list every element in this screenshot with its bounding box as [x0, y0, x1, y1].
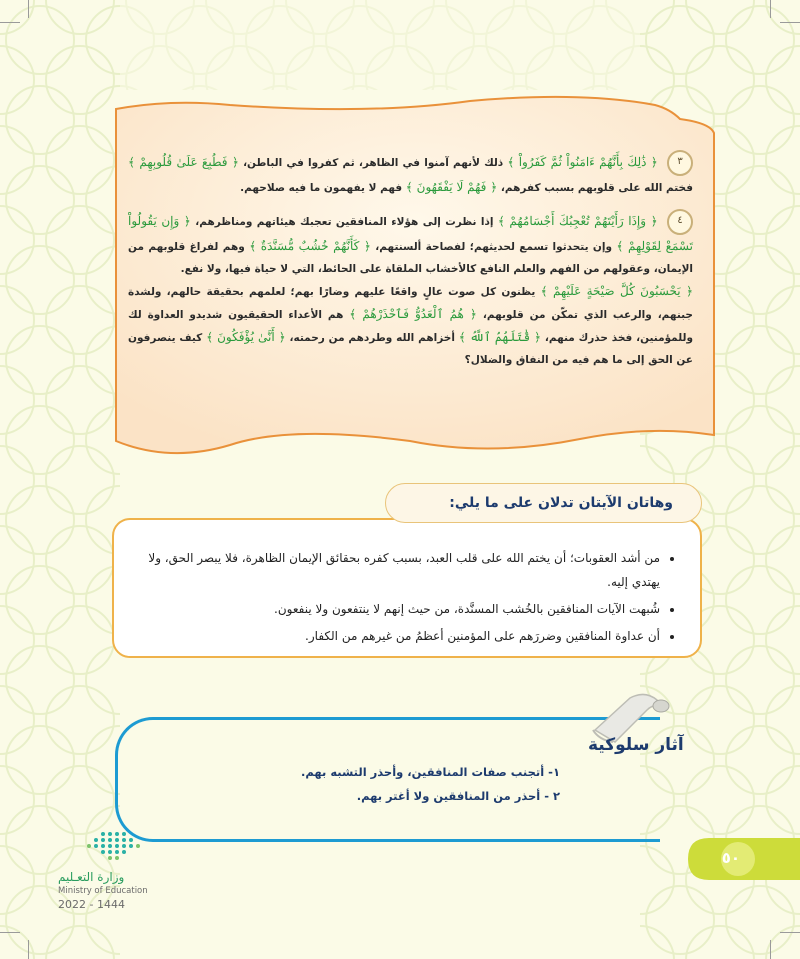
explanation-text: وهم لفراغ قلوبهم من الإيمان، وعقولهم من الفهم والعلم النافع كالأخشاب الملقاة على الحائط، التي لا حياة فيها، ولا نفع.: [128, 241, 693, 275]
quran-text: ﴿ ذَٰلِكَ بِأَنَّهُمْ ءَامَنُواْ ثُمَّ كَفَرُواْ ﴾: [507, 155, 658, 169]
lessons-list: [134, 546, 674, 648]
explanation-text: إذا نظرت إلى هؤلاء المنافقين تعجبك هيئاتهم ومناظرهم،: [190, 216, 498, 228]
explanation-text: فختم الله على قلوبهم بسبب كفرهم،: [497, 182, 693, 194]
explanation-text: ذلك لأنهم آمنوا في الظاهر، ثم كفروا في الباطن،: [238, 157, 508, 169]
page-number-tab: [688, 838, 800, 880]
quran-text: ﴿ هُمُ ٱلْعَدُوُّ فَٱحْذَرْهُمْ ﴾: [349, 307, 477, 321]
quran-text: ﴿ أَنَّىٰ يُؤْفَكُونَ ﴾: [206, 330, 286, 344]
quran-text: ﴿ فَهُمْ لَا يَفْقَهُونَ ﴾: [405, 180, 498, 194]
explanation-text: وإن يتحدثوا تسمع لحديثهم؛ لفصاحة ألسنتهم،: [370, 241, 617, 253]
ministry-year: 2022 - 1444: [58, 898, 125, 911]
quran-text: ﴿ وَإِن يَقُولُواْ تَسْمَعْ لِقَوْلِهِمْ ﴾: [128, 214, 693, 253]
crop-mark: [28, 0, 29, 18]
explanation-text: أخزاهم الله وطردهم من رحمته،: [285, 332, 459, 344]
explanation-text: هم الأعداء الحقيقيون شديدو العداوة لك وللمؤمنين، فخذ حذرك منهم،: [128, 309, 693, 344]
lesson-item: • أن عداوة المنافقين وضررَهم على المؤمنين أعظمُ من غيرهم من الكفار.: [134, 624, 660, 648]
quran-text: ﴿ فَطُبِعَ عَلَىٰ قُلُوبِهِمْ ﴾: [128, 155, 239, 169]
crop-mark: [780, 22, 800, 23]
crop-mark: [770, 0, 771, 18]
verse-number-badge: ٣: [667, 150, 693, 176]
lessons-heading-pill: [385, 483, 702, 523]
verse-4-paragraph: [128, 209, 693, 280]
quran-text: ﴿ وَإِذَا رَأَيْتَهُمْ تُعْجِبُكَ أَجْسَامُهُمْ ﴾: [497, 214, 658, 228]
behavior-list: [200, 760, 560, 808]
ministry-name-arabic: وزارة التعـليم: [58, 870, 125, 884]
ministry-logo-dots-icon: [48, 826, 158, 866]
quran-text: ﴿ كَأَنَّهُمْ خُشُبٌ مُّسَنَّدَةٌ ﴾: [249, 239, 371, 253]
lessons-box: [112, 518, 702, 658]
crop-mark: [0, 22, 20, 23]
verse-number-badge: ٤: [667, 209, 693, 235]
quran-text: ﴿ يَحْسَبُونَ كُلَّ صَيْحَةٍ عَلَيْهِمْ ﴾: [540, 284, 693, 298]
lessons-heading: وهاتان الآيتان تدلان على ما يلي:: [449, 495, 673, 511]
behavior-item: ٢ - أحذر من المنافقين ولا أغتر بهم.: [356, 789, 560, 803]
ministry-logo: [48, 826, 158, 911]
lesson-item: • شُبهت الآيات المنافقين بالخُشب المسنَّدة، من حيث إنهم لا ينتفعون ولا ينفعون.: [134, 597, 660, 621]
lesson-item: • من أشد العقوبات؛ أن يختم الله على قلب العبد، بسبب كفره بحقائق الإيمان الظاهرة، فلا يبصر الحق، ولا يهتدي إليه.: [134, 546, 660, 594]
behavior-item: ١- أتجنب صفات المنافقين، وأحذر التشبه بهم.: [301, 765, 560, 779]
crop-mark: [28, 940, 29, 959]
explanation-text: كيف ينصرفون عن الحق إلى ما هم فيه من النفاق والضلال؟: [128, 332, 693, 366]
verse-4-continuation: [128, 280, 693, 371]
quran-text: ﴿ قَٰتَلَهُمُ ٱللَّهُ ﴾: [458, 330, 542, 344]
crop-mark: [770, 940, 771, 959]
crop-mark: [780, 932, 800, 933]
explanation-text: يظنون كل صوت عالٍ واقعًا عليهم وضارًا بهم؛ لعلمهم بحقيقة حالهم، ولشدة جبنهم، والرعب الذي تمكّن من قلوبهم،: [128, 286, 693, 321]
verse-3-paragraph: [128, 150, 693, 199]
verse-explanations: [128, 150, 693, 381]
explanation-text: فهم لا يفهمون ما فيه صلاحهم.: [240, 182, 406, 194]
page-number: ٥٠: [721, 849, 740, 867]
crop-mark: [0, 932, 20, 933]
ministry-name-english: Ministry of Education: [58, 886, 148, 896]
behavior-title: آثار سلوكية: [588, 735, 684, 755]
